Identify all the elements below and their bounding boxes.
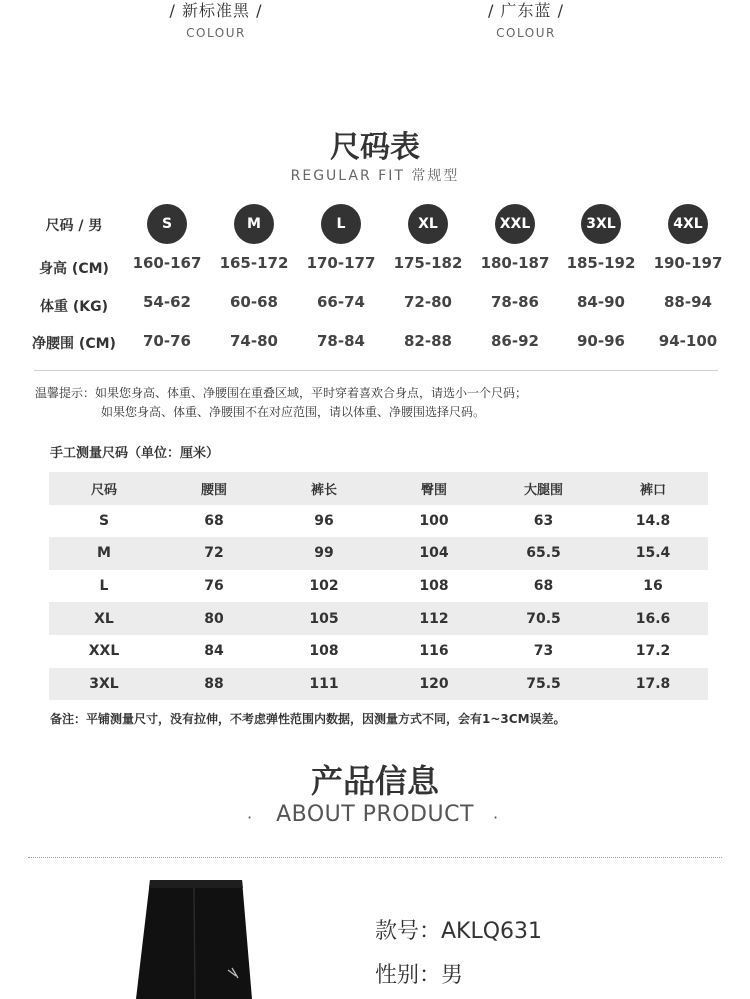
- weight-value: 66-74: [317, 293, 365, 311]
- table-cell: 16: [643, 578, 663, 595]
- table-cell: 65.5: [489, 537, 598, 570]
- height-value: 165-172: [219, 254, 289, 272]
- waist-value: 74-80: [230, 332, 278, 350]
- product-gender: 性别：男: [375, 963, 464, 988]
- height-value: 170-177: [306, 254, 376, 272]
- decorative-dot-right: ·: [493, 808, 499, 827]
- divider: [34, 370, 718, 371]
- table-cell: 96: [314, 512, 334, 529]
- table-cell: 84: [204, 643, 224, 660]
- weight-value: 84-90: [577, 293, 625, 311]
- header-hem: 裤口: [598, 472, 708, 505]
- waist-value: 94-100: [658, 332, 718, 350]
- size-badge-l: L: [321, 204, 361, 244]
- header-length: 裤长: [269, 472, 379, 505]
- table-cell: 108: [309, 643, 339, 660]
- tip-line-1: 温馨提示：如果您身高、体重、净腰围在重叠区域，平时穿着喜欢合身点，请选小一个尺码；: [35, 386, 528, 400]
- waist-value: 90-96: [577, 332, 625, 350]
- row-label-size: 尺码 / 男: [45, 218, 103, 234]
- waist-value: 82-88: [404, 332, 452, 350]
- table-cell: 17.8: [598, 668, 708, 701]
- weight-value: 60-68: [230, 293, 278, 311]
- measure-title: 手工测量尺码（单位：厘米）: [50, 446, 220, 461]
- table-row: [49, 668, 708, 701]
- table-cell: 72: [159, 537, 269, 570]
- waist-value: 70-76: [143, 332, 191, 350]
- header-hip: 臀围: [379, 472, 489, 505]
- table-row: [49, 635, 708, 668]
- colour-option-black: [116, 0, 316, 43]
- table-cell: XL: [49, 602, 159, 635]
- weight-value: 54-62: [143, 293, 191, 311]
- height-value: 190-197: [653, 254, 723, 272]
- table-cell: 75.5: [489, 668, 598, 701]
- height-value: 175-182: [393, 254, 463, 272]
- row-label-weight: 体重 (KG): [39, 299, 108, 315]
- table-cell: 99: [269, 537, 379, 570]
- table-cell: 104: [379, 537, 489, 570]
- product-title: 产品信息: [310, 762, 439, 800]
- waist-value: 78-84: [317, 332, 365, 350]
- table-cell: 105: [269, 602, 379, 635]
- table-cell: 116: [419, 643, 449, 660]
- colour-option-blue: [426, 0, 626, 43]
- product-model: 款号：AKLQ631: [375, 919, 543, 944]
- measure-note: 备注：平铺测量尺寸，没有拉伸，不考虑弹性范围内数据，因测量方式不同，会有1~3CM误差。: [50, 712, 566, 726]
- table-row: [49, 602, 708, 635]
- row-label-waist: 净腰围 (CM): [32, 336, 116, 352]
- colour-name: / 广东蓝 /: [488, 1, 564, 20]
- table-cell: 88: [159, 668, 269, 701]
- table-cell: 16.6: [598, 602, 708, 635]
- size-badge-3xl: 3XL: [581, 204, 621, 244]
- table-cell: 102: [309, 578, 339, 595]
- colour-sub: COLOUR: [186, 26, 246, 40]
- header-size: 尺码: [49, 472, 159, 505]
- table-cell: 120: [379, 668, 489, 701]
- colour-sub: COLOUR: [496, 26, 556, 40]
- table-cell: L: [99, 578, 109, 595]
- size-chart-title: 尺码表: [330, 130, 420, 165]
- dotted-divider: [28, 857, 722, 858]
- height-value: 180-187: [480, 254, 550, 272]
- size-badge-4xl: 4XL: [668, 204, 708, 244]
- header-waist: 腰围: [159, 472, 269, 505]
- waist-value: 86-92: [491, 332, 539, 350]
- table-cell: 100: [419, 512, 449, 529]
- row-label-height: 身高 (CM): [39, 261, 109, 277]
- header-thigh: 大腿围: [489, 472, 598, 505]
- table-cell: 14.8: [635, 512, 671, 529]
- table-cell: 73: [533, 643, 554, 660]
- size-chart-subtitle: REGULAR FIT 常规型: [290, 168, 460, 184]
- black-shorts-icon: [128, 878, 258, 999]
- table-cell: 70.5: [489, 602, 598, 635]
- weight-value: 88-94: [664, 293, 712, 311]
- weight-value: 72-80: [404, 293, 452, 311]
- table-cell: 68: [533, 578, 554, 595]
- size-badge-xl: XL: [408, 204, 448, 244]
- table-cell: 80: [159, 602, 269, 635]
- size-badge-xxl: XXL: [495, 204, 535, 244]
- decorative-dot-left: ·: [247, 808, 253, 827]
- table-header-row: [49, 472, 708, 505]
- table-cell: 63: [533, 512, 554, 529]
- table-cell: 111: [269, 668, 379, 701]
- table-cell: 17.2: [635, 643, 671, 660]
- tip-line-2: 如果您身高、体重、净腰围不在对应范围，请以体重、净腰围选择尺码。: [101, 405, 486, 419]
- table-cell: 3XL: [49, 668, 159, 701]
- product-subtitle: ABOUT PRODUCT: [276, 802, 474, 827]
- height-value: 160-167: [132, 254, 202, 272]
- table-cell: M: [49, 537, 159, 570]
- size-badge-m: M: [234, 204, 274, 244]
- weight-value: 78-86: [491, 293, 539, 311]
- table-cell: 15.4: [598, 537, 708, 570]
- colour-name: / 新标准黑 /: [169, 1, 263, 20]
- table-cell: XXL: [88, 643, 120, 660]
- table-cell: 112: [379, 602, 489, 635]
- table-row: [49, 505, 708, 538]
- measure-table: [49, 472, 708, 700]
- table-cell: S: [98, 512, 110, 529]
- table-cell: 68: [204, 512, 224, 529]
- height-value: 185-192: [566, 254, 636, 272]
- size-badge-s: S: [147, 204, 187, 244]
- table-row: [49, 537, 708, 570]
- table-cell: 108: [419, 578, 449, 595]
- table-row: [49, 570, 708, 603]
- table-cell: 76: [204, 578, 224, 595]
